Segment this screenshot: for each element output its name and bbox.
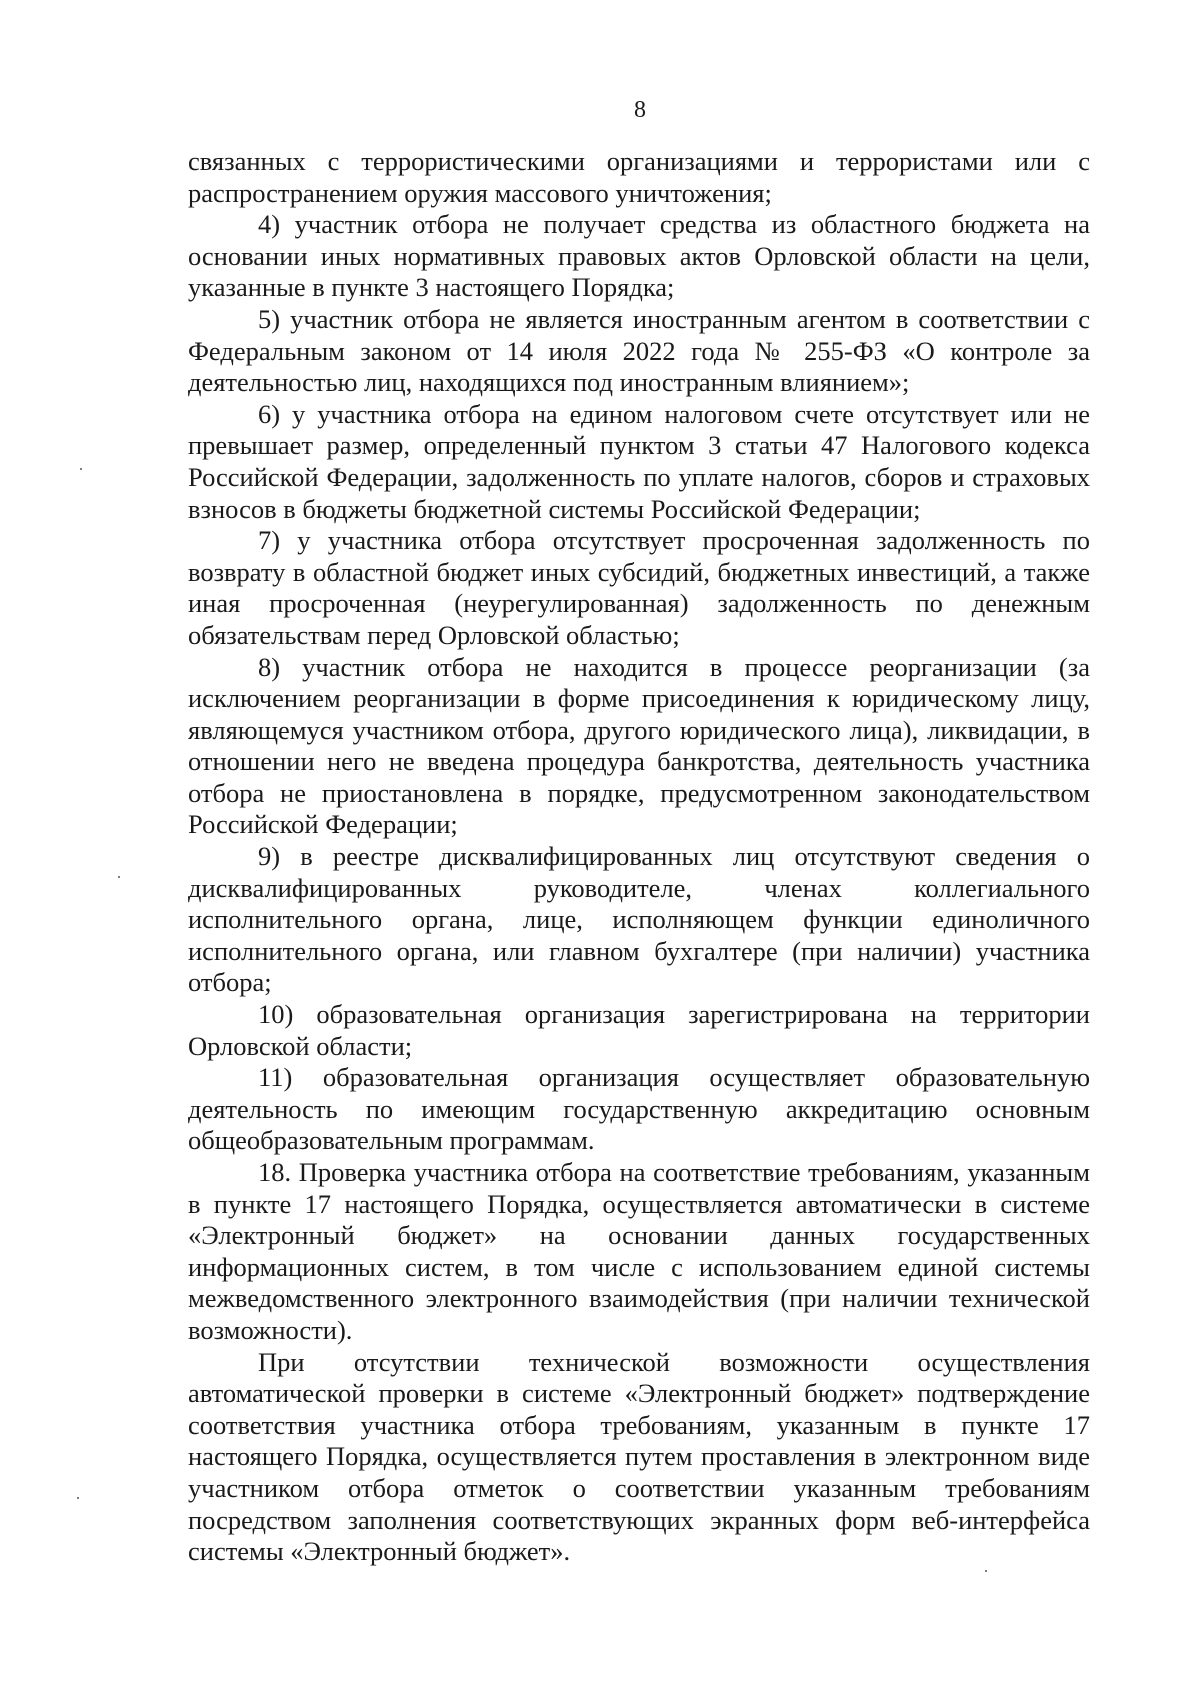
paragraph-section-18: 18. Проверка участника отбора на соответствие требованиям, указанным в пункте 17 настоящего Порядка, осуществляется автоматически в системе «Электронный бюджет» на основании данных государственных информационных систем, в том числе с использованием единой системы межведомственного электронного взаимодействия (при наличии технической возможности).: [188, 1157, 1090, 1345]
scan-speck: [118, 876, 120, 878]
paragraph-item-10: 10) образовательная организация зарегистрирована на территории Орловской области;: [188, 999, 1090, 1061]
paragraph-fallback-procedure: При отсутствии технической возможности осуществления автоматической проверки в системе «Электронный бюджет» подтверждение соответствия участника отбора требованиям, указанным в пункте 17 настоящего Порядка, осуществляется путем проставления в электронном виде участником отбора отметок о соответствии указанным требованиям посредством заполнения соответствующих экранных форм веб-интерфейса системы «Электронный бюджет».: [188, 1346, 1090, 1567]
paragraph-item-11: 11) образовательная организация осуществляет образовательную деятельность по имеющим государственную аккредитацию основным общеобразовательным программам.: [188, 1062, 1090, 1156]
paragraph-item-6: 6) у участника отбора на едином налоговом счете отсутствует или не превышает размер, определенный пунктом 3 статьи 47 Налогового кодекса Российской Федерации, задолженность по уплате налогов, сборов и страховых взносов в бюджеты бюджетной системы Российской Федерации;: [188, 398, 1090, 524]
page-number: 8: [634, 97, 646, 123]
paragraph-continuation: связанных с террористическими организациями и террористами или с распространением оружия массового уничтожения;: [188, 146, 1090, 208]
paragraph-item-7: 7) у участника отбора отсутствует просроченная задолженность по возврату в областной бюджет иных субсидий, бюджетных инвестиций, а также иная просроченная (неурегулированная) задолженность по денежным обязательствам перед Орловской областью;: [188, 525, 1090, 650]
scan-speck: [77, 1497, 79, 1499]
paragraph-item-8: 8) участник отбора не находится в процессе реорганизации (за исключением реорганизации в форме присоединения к юридическому лицу, являющемуся участником отбора, другого юридического лица), ликвидации, в отношении него не введена процедура банкротства, деятельность участника отбора не приостановлена в порядке, предусмотренном законодательством Российской Федерации;: [188, 651, 1090, 840]
paragraph-item-5: 5) участник отбора не является иностранным агентом в соответствии с Федеральным законом от 14 июля 2022 года № 255-ФЗ «О контроле за деятельностью лиц, находящихся под иностранным влиянием»;: [188, 303, 1090, 398]
paragraph-item-4: 4) участник отбора не получает средства из областного бюджета на основании иных нормативных правовых актов Орловской области на цели, указанные в пункте 3 настоящего Порядка;: [188, 209, 1090, 303]
scan-speck: [80, 468, 82, 470]
scan-speck: [985, 1570, 987, 1572]
document-body: [188, 146, 1090, 1568]
paragraph-item-9: 9) в реестре дисквалифицированных лиц отсутствуют сведения о дисквалифицированных руководителе, членах коллегиального исполнительного органа, лице, исполняющем функции единоличного исполнительного органа, или главном бухгалтере (при наличии) участника отбора;: [188, 841, 1090, 998]
